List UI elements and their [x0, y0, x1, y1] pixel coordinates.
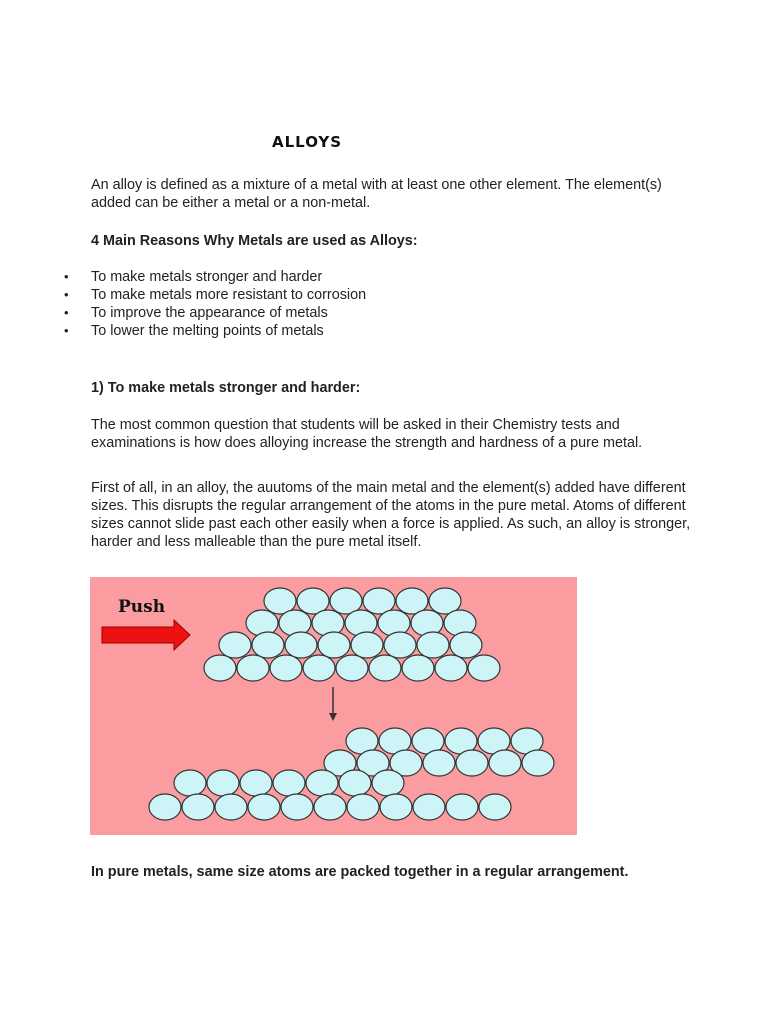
atom [248, 794, 280, 820]
list-item: • To lower the melting points of metals [60, 322, 366, 340]
atom [446, 794, 478, 820]
atom [522, 750, 554, 776]
atom [207, 770, 239, 796]
atom [240, 770, 272, 796]
atom [174, 770, 206, 796]
atom [435, 655, 467, 681]
push-label: Push [118, 597, 166, 617]
atom [384, 632, 416, 658]
atom [402, 655, 434, 681]
atom [204, 655, 236, 681]
atom [237, 655, 269, 681]
atom [423, 750, 455, 776]
atom [270, 655, 302, 681]
atom-slip-diagram [90, 577, 577, 835]
atom [306, 770, 338, 796]
atom [303, 655, 335, 681]
atom [380, 794, 412, 820]
atom [252, 632, 284, 658]
atom [456, 750, 488, 776]
atom [149, 794, 181, 820]
list-item: • To make metals more resistant to corrosion [60, 286, 366, 304]
atom [450, 632, 482, 658]
page-title: alloys [272, 128, 343, 153]
atom [281, 794, 313, 820]
atom [372, 770, 404, 796]
down-arrow-icon [329, 713, 337, 721]
section1-heading: 1) To make metals stronger and harder: [91, 380, 361, 396]
list-item: • To make metals stronger and harder [60, 268, 366, 286]
reasons-list [60, 268, 366, 340]
atom [413, 794, 445, 820]
atom [351, 632, 383, 658]
atom [347, 794, 379, 820]
section1-paragraph-1: The most common question that students will be asked in their Chemistry tests and examinations is how does alloying increase the strength and hardness of a pure metal. [91, 417, 643, 451]
atom [479, 794, 511, 820]
atom [182, 794, 214, 820]
atom [417, 632, 449, 658]
atom [285, 632, 317, 658]
list-item: • To improve the appearance of metals [60, 304, 366, 322]
reasons-heading: 4 Main Reasons Why Metals are used as Alloys: [91, 233, 418, 249]
figure-caption: In pure metals, same size atoms are packed together in a regular arrangement. [91, 864, 629, 880]
section1-paragraph-2: First of all, in an alloy, the auutoms of the main metal and the element(s) added have different sizes. This disrupts the regular arrangement of the atoms in the pure metal. Atoms of different sizes cannot slide past each other easily when a force is applied. As such, an alloy is stronger, harder and less malleable than the pure metal itself. [91, 480, 691, 550]
atom [215, 794, 247, 820]
push-arrow-icon [102, 620, 190, 650]
atom [219, 632, 251, 658]
intro-paragraph: An alloy is defined as a mixture of a metal with at least one other element. The element(s) added can be either a metal or a non-metal. [91, 177, 662, 211]
atom-diagram-svg [90, 577, 577, 835]
atom [314, 794, 346, 820]
atom [336, 655, 368, 681]
atom [489, 750, 521, 776]
atom [369, 655, 401, 681]
atom [273, 770, 305, 796]
atom [339, 770, 371, 796]
atom-group [149, 588, 554, 820]
atom [468, 655, 500, 681]
atom [318, 632, 350, 658]
